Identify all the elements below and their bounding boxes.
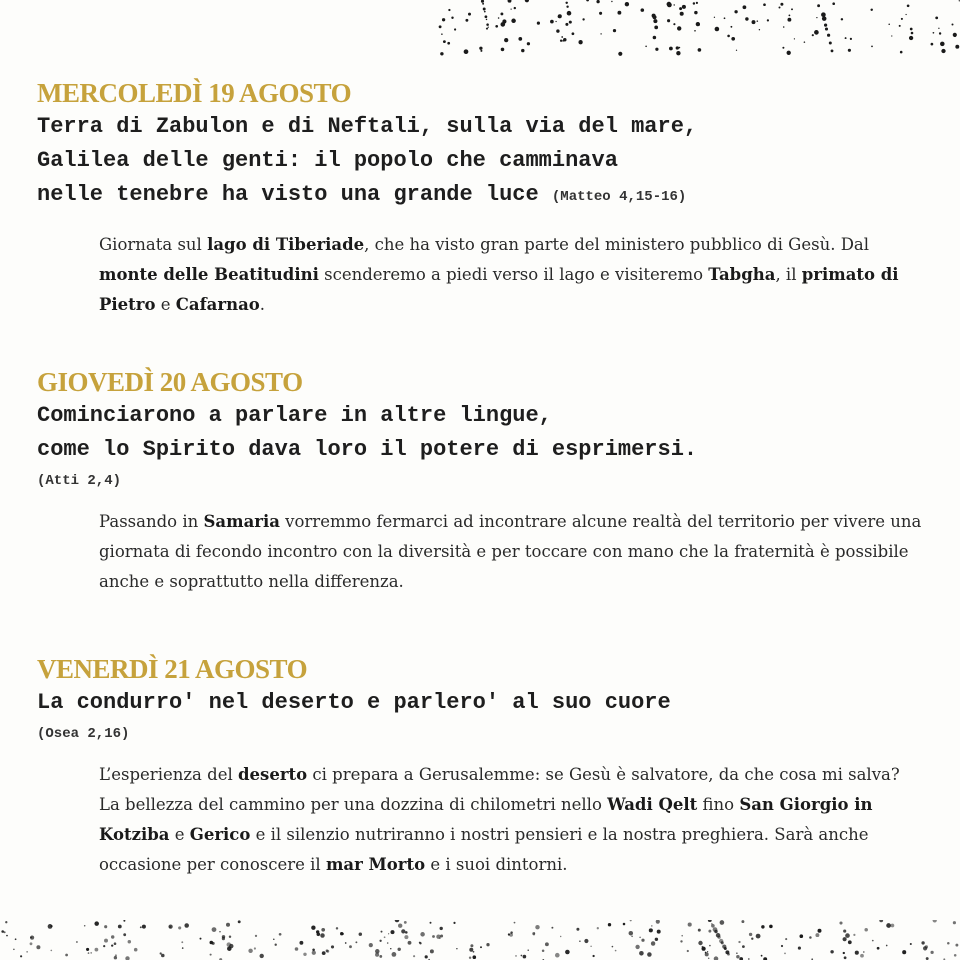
day-description: Giornata sul lago di Tiberiade, che ha visto gran parte del ministero pubblico di Gesù. Dal monte delle Beatitudini scenderemo a piedi verso il lago e visiteremo Tabgha, il primato di Pietro e Cafarnao. <box>99 235 899 314</box>
day-description: L’esperienza del deserto ci prepara a Gerusalemme: se Gesù è salvatore, da che cosa mi salva? La bellezza del cammino per una dozzina di chilometri nello Wadi Qelt fino San Giorgio in Kotziba e Gerico e il silenzio nutriranno i nostri pensieri e la nostra preghiera. Sarà anche occasione per conoscere il mar Morto e i suoi dintorni. <box>99 765 900 874</box>
verse-quote <box>37 110 927 214</box>
verse-line: nelle tenebre ha visto una grande luce (Matteo 4,15-16) <box>37 182 687 207</box>
verse-reference: (Matteo 4,15-16) <box>551 189 687 205</box>
verse-quote <box>37 686 927 720</box>
day-heading: MERCOLEDÌ 19 AGOSTO <box>37 78 352 108</box>
verse-reference: (Osea 2,16) <box>37 726 130 742</box>
verse-line: come lo Spirito dava loro il potere di esprimersi. <box>37 437 698 462</box>
verse-line: Terra di Zabulon e di Neftali, sulla via del mare, <box>37 114 698 139</box>
day-section-thursday <box>37 365 927 597</box>
day-section-wednesday <box>37 76 927 320</box>
day-heading: VENERDÌ 21 AGOSTO <box>37 654 308 684</box>
speckle-decoration-top <box>0 0 960 70</box>
verse-line: Galilea delle genti: il popolo che camminava <box>37 148 618 173</box>
day-description: Passando in Samaria vorremmo fermarci ad incontrare alcune realtà del territorio per vivere una giornata di fecondo incontro con la diversità e per toccare con mano che la fraternità è possibile anche e soprattutto nella differenza. <box>99 512 922 591</box>
day-section-friday <box>37 652 927 880</box>
verse-line: Cominciarono a parlare in altre lingue, <box>37 403 552 428</box>
verse-reference: (Atti 2,4) <box>37 473 122 489</box>
speckle-decoration-bottom <box>0 920 960 960</box>
verse-line: La condurro' nel deserto e parlero' al suo cuore <box>37 690 671 715</box>
day-heading: GIOVEDÌ 20 AGOSTO <box>37 367 303 397</box>
verse-quote <box>37 399 927 467</box>
